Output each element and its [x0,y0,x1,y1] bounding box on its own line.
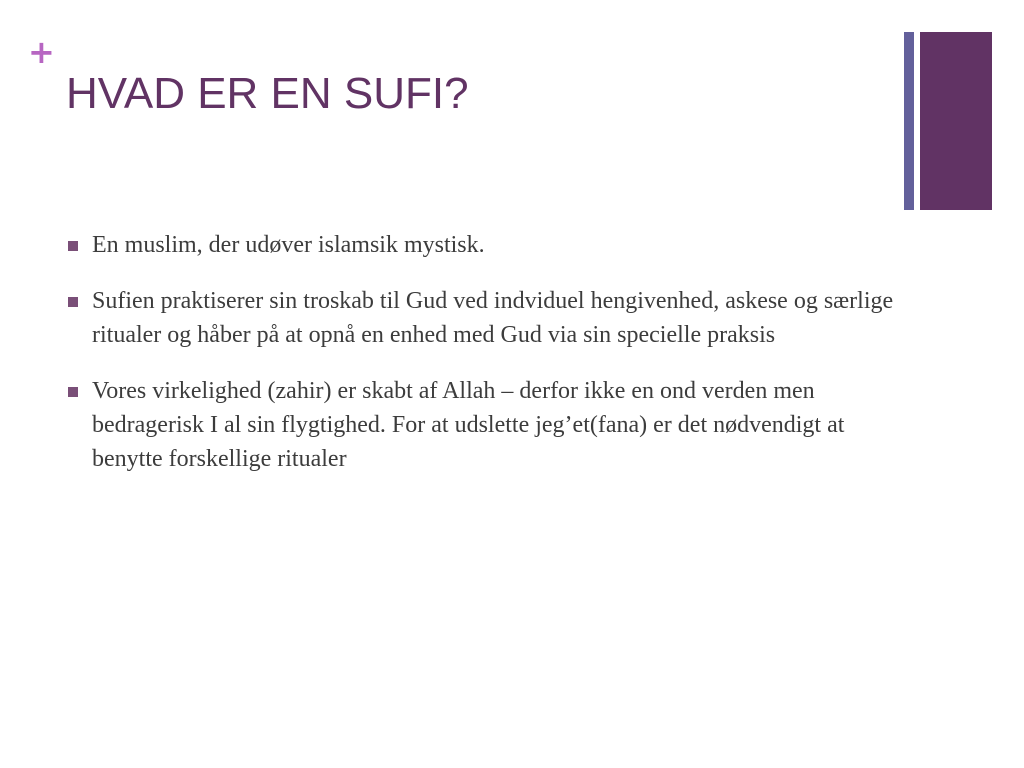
bullet-item [66,374,906,476]
square-bullet-icon [68,241,78,251]
bullet-text: Sufien praktiserer sin troskab til Gud ved indviduel hengivenhed, askese og særlige ritualer og håber på at opnå en enhed med Gud via sin specielle praksis [92,288,894,348]
bullet-text: Vores virkelighed (zahir) er skabt af Allah – derfor ikke en ond verden men bedragerisk I al sin flygtighed. For at udslette jeg’et(fana) er det nødvendigt at benytte forskellige ritualer [92,378,845,472]
accent-bar-wide [920,32,992,210]
bullet-item [66,228,906,262]
slide-title: HVAD ER EN SUFI? [66,69,469,118]
square-bullet-icon [68,297,78,307]
bullet-list [66,228,906,498]
bullet-text: En muslim, der udøver islamsik mystisk. [92,232,485,258]
plus-icon: + [28,33,55,71]
bullet-item [66,284,906,352]
accent-bar-thin [904,32,914,210]
square-bullet-icon [68,387,78,397]
